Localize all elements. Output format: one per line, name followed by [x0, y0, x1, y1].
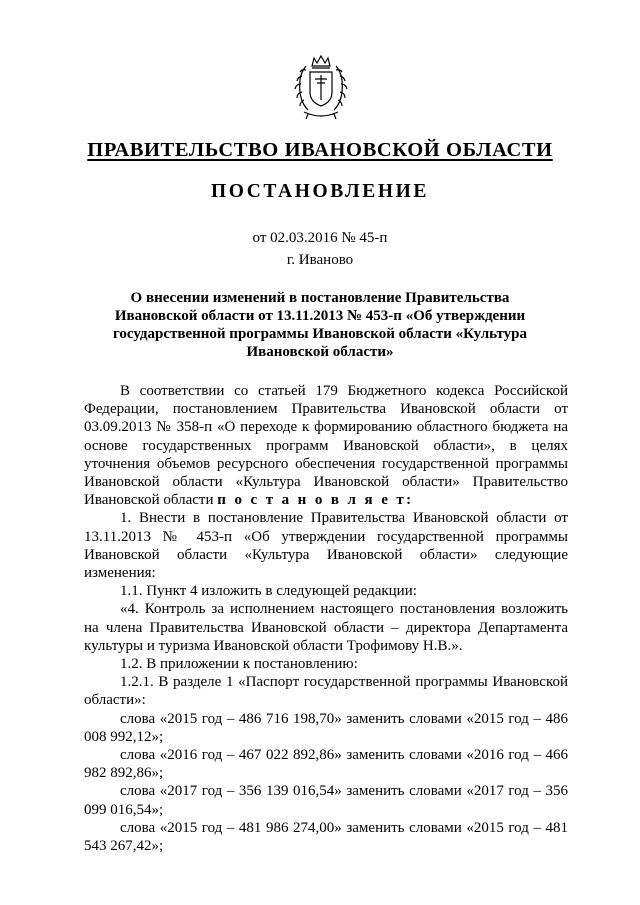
replacement-2: слова «2016 год – 467 022 892,86» заменить словами «2016 год – 466 982 892,86»; — [84, 747, 568, 782]
replacement-1: слова «2015 год – 486 716 198,70» заменить словами «2015 год – 486 008 992,12»; — [84, 710, 568, 745]
item-1-2: 1.2. В приложении к постановлению: — [120, 656, 358, 673]
replacement-3: слова «2017 год – 356 139 016,54» заменить словами «2017 год – 356 099 016,54»; — [84, 783, 568, 818]
document-subject: О внесении изменений в постановление Правительства Ивановской области от 13.11.2013 № 453-п «Об утверждении государственной программы Ивановской области «Культура Ивановской области» — [112, 290, 528, 360]
item-1: 1. Внести в постановление Правительства Ивановской области от 13.11.2013 № 453-п «Об утверждении государственной программы Ивановской области «Культура Ивановской области» следующие изменения: — [84, 510, 568, 582]
preamble-paragraph — [84, 382, 568, 509]
item-1-1: 1.1. Пункт 4 изложить в следующей редакции: — [120, 583, 417, 600]
preamble-text: В соответствии со статьей 179 Бюджетного кодекса Российской Федерации, постановлением Правительства Ивановской области от 03.09.2013 № 358-п «О переходе к формированию областного бюджета на основе государственных программ Ивановской области», в целях уточнения объемов ресурсного обеспечения государственной программы Ивановской области «Культура Ивановской области» Правительство Ивановской области — [84, 383, 568, 509]
decree-word: п о с т а н о в л я е т: — [217, 492, 414, 509]
replacement-4: слова «2015 год – 481 986 274,00» заменить словами «2015 год – 481 543 267,42»; — [84, 819, 568, 855]
date-number: от 02.03.2016 № 45-п — [252, 230, 388, 246]
government-title: ПРАВИТЕЛЬСТВО ИВАНОВСКОЙ ОБЛАСТИ — [87, 139, 553, 161]
city: г. Иваново — [286, 252, 354, 268]
item-1-2-1: 1.2.1. В разделе 1 «Паспорт государственной программы Ивановской области»: — [84, 674, 568, 709]
coat-of-arms-icon — [290, 52, 352, 124]
item-1-1-text: «4. Контроль за исполнением настоящего постановления возложить на члена Правительства Ивановской области – директора Департамента культуры и туризма Ивановской области Трофимову Н.В.». — [84, 601, 568, 654]
document-body — [84, 382, 568, 855]
document-type: ПОСТАНОВЛЕНИЕ — [210, 181, 430, 202]
